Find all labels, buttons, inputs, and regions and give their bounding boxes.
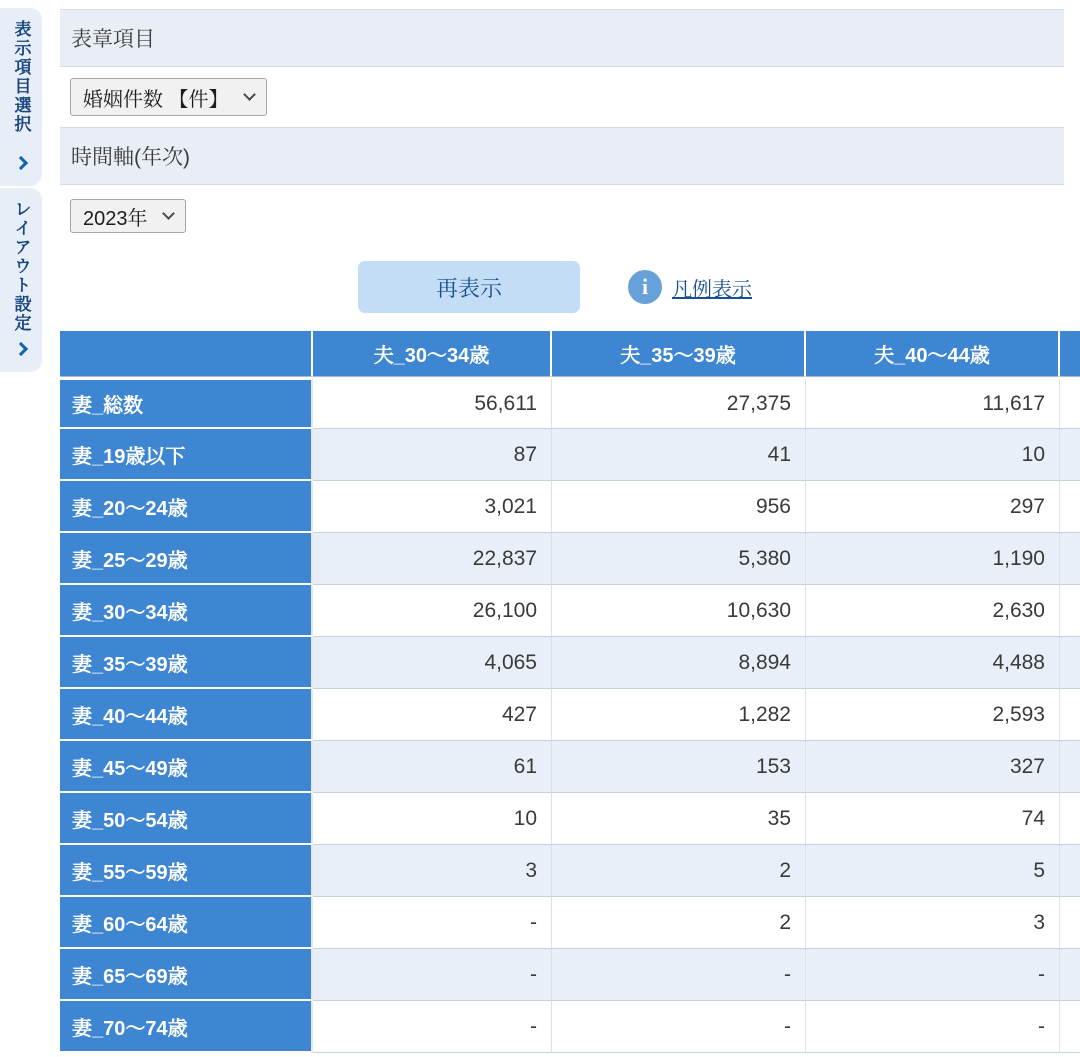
table-cell: 3 xyxy=(806,897,1060,949)
table-cell: - xyxy=(552,949,806,1001)
table-cell-cutoff xyxy=(1060,949,1080,1001)
table-row xyxy=(60,741,1080,793)
table-cell: 5 xyxy=(806,845,1060,897)
table-row xyxy=(60,793,1080,845)
row-header: 妻_30〜34歳 xyxy=(60,585,313,637)
table-cell-cutoff xyxy=(1060,585,1080,637)
table-cell-cutoff xyxy=(1060,793,1080,845)
table-row xyxy=(60,585,1080,637)
redisplay-button[interactable]: 再表示 xyxy=(358,261,580,313)
section-header-time-axis xyxy=(60,127,1064,185)
table-cell-cutoff xyxy=(1060,689,1080,741)
table-cell: 11,617 xyxy=(806,377,1060,429)
table-row xyxy=(60,689,1080,741)
table-cell: 327 xyxy=(806,741,1060,793)
row-header: 妻_35〜39歳 xyxy=(60,637,313,689)
table-row xyxy=(60,637,1080,689)
sidebar-tab-layout-settings[interactable] xyxy=(0,188,42,372)
row-header: 妻_65〜69歳 xyxy=(60,949,313,1001)
row-header: 妻_25〜29歳 xyxy=(60,533,313,585)
sidebar-tab-display-item-select[interactable] xyxy=(0,8,42,186)
table-cell-cutoff xyxy=(1060,533,1080,585)
measure-select-row xyxy=(60,67,1080,116)
chevron-down-icon xyxy=(162,207,175,220)
column-header-cutoff xyxy=(1060,331,1080,377)
row-header: 妻_総数 xyxy=(60,377,313,429)
table-cell: - xyxy=(806,949,1060,1001)
table-cell: 956 xyxy=(552,481,806,533)
table-cell: 5,380 xyxy=(552,533,806,585)
table-row xyxy=(60,1001,1080,1053)
table-cell: 61 xyxy=(313,741,552,793)
table-cell: 41 xyxy=(552,429,806,481)
column-header: 夫_40〜44歳 xyxy=(806,331,1060,377)
table-body xyxy=(60,377,1080,1053)
row-header: 妻_45〜49歳 xyxy=(60,741,313,793)
chevron-down-icon xyxy=(243,88,256,101)
year-select-row xyxy=(60,185,1080,233)
table-cell: 10,630 xyxy=(552,585,806,637)
sidebar xyxy=(0,0,60,1057)
table-row xyxy=(60,481,1080,533)
table-header-row xyxy=(60,331,1080,377)
chevron-right-icon xyxy=(14,342,28,356)
table-cell: 3,021 xyxy=(313,481,552,533)
table-cell-cutoff xyxy=(1060,845,1080,897)
table-cell: 10 xyxy=(313,793,552,845)
row-header: 妻_55〜59歳 xyxy=(60,845,313,897)
table-cell: - xyxy=(313,897,552,949)
table-cell: 87 xyxy=(313,429,552,481)
table-cell: 74 xyxy=(806,793,1060,845)
table-cell: 2,630 xyxy=(806,585,1060,637)
row-header: 妻_50〜54歳 xyxy=(60,793,313,845)
year-select-value: 2023年 xyxy=(83,207,148,230)
table-cell: 153 xyxy=(552,741,806,793)
table-cell: 297 xyxy=(806,481,1060,533)
table-cell: - xyxy=(552,1001,806,1053)
row-header: 妻_60〜64歳 xyxy=(60,897,313,949)
table-row xyxy=(60,845,1080,897)
table-cell: - xyxy=(313,1001,552,1053)
row-header: 妻_40〜44歳 xyxy=(60,689,313,741)
results-table xyxy=(60,331,1080,1053)
sidebar-tab-label: レイアウト設定 xyxy=(11,200,31,333)
table-cell: - xyxy=(313,949,552,1001)
table-cell: 8,894 xyxy=(552,637,806,689)
table-cell: 27,375 xyxy=(552,377,806,429)
row-header: 妻_20〜24歳 xyxy=(60,481,313,533)
table-cell: 56,611 xyxy=(313,377,552,429)
section-header-measure xyxy=(60,9,1064,67)
controls-row xyxy=(60,261,1080,313)
table-cell-cutoff xyxy=(1060,377,1080,429)
legend-link[interactable]: 凡例表示 xyxy=(672,278,752,301)
results-table-scroll-area[interactable] xyxy=(60,331,1080,1053)
table-header xyxy=(60,331,1080,377)
table-cell: 2 xyxy=(552,897,806,949)
row-header: 妻_19歳以下 xyxy=(60,429,313,481)
table-cell: 3 xyxy=(313,845,552,897)
section-header-label: 表章項目 xyxy=(71,28,155,51)
info-icon[interactable]: i xyxy=(628,270,662,304)
table-cell: 10 xyxy=(806,429,1060,481)
table-cell: 2 xyxy=(552,845,806,897)
measure-select-value: 婚姻件数 【件】 xyxy=(83,88,229,111)
section-header-label: 時間軸(年次) xyxy=(71,146,190,169)
table-cell: 26,100 xyxy=(313,585,552,637)
table-row xyxy=(60,949,1080,1001)
table-row xyxy=(60,377,1080,429)
table-cell: 1,282 xyxy=(552,689,806,741)
table-cell-cutoff xyxy=(1060,897,1080,949)
table-cell-cutoff xyxy=(1060,637,1080,689)
measure-select[interactable] xyxy=(70,78,267,116)
table-row xyxy=(60,533,1080,585)
chevron-right-icon xyxy=(14,156,28,170)
sidebar-tab-label: 表示項目選択 xyxy=(11,20,31,134)
table-cell-cutoff xyxy=(1060,1001,1080,1053)
table-row xyxy=(60,429,1080,481)
main-content xyxy=(60,0,1080,1053)
table-cell-cutoff xyxy=(1060,429,1080,481)
table-cell: 22,837 xyxy=(313,533,552,585)
table-cell: 35 xyxy=(552,793,806,845)
table-row xyxy=(60,897,1080,949)
column-header: 夫_35〜39歳 xyxy=(552,331,806,377)
row-header: 妻_70〜74歳 xyxy=(60,1001,313,1053)
table-cell: - xyxy=(806,1001,1060,1053)
column-header: 夫_30〜34歳 xyxy=(313,331,552,377)
table-cell-cutoff xyxy=(1060,741,1080,793)
table-cell-cutoff xyxy=(1060,481,1080,533)
corner-cell xyxy=(60,331,313,377)
table-cell: 4,488 xyxy=(806,637,1060,689)
table-cell: 2,593 xyxy=(806,689,1060,741)
year-select[interactable] xyxy=(70,199,186,233)
table-cell: 1,190 xyxy=(806,533,1060,585)
table-cell: 4,065 xyxy=(313,637,552,689)
table-cell: 427 xyxy=(313,689,552,741)
